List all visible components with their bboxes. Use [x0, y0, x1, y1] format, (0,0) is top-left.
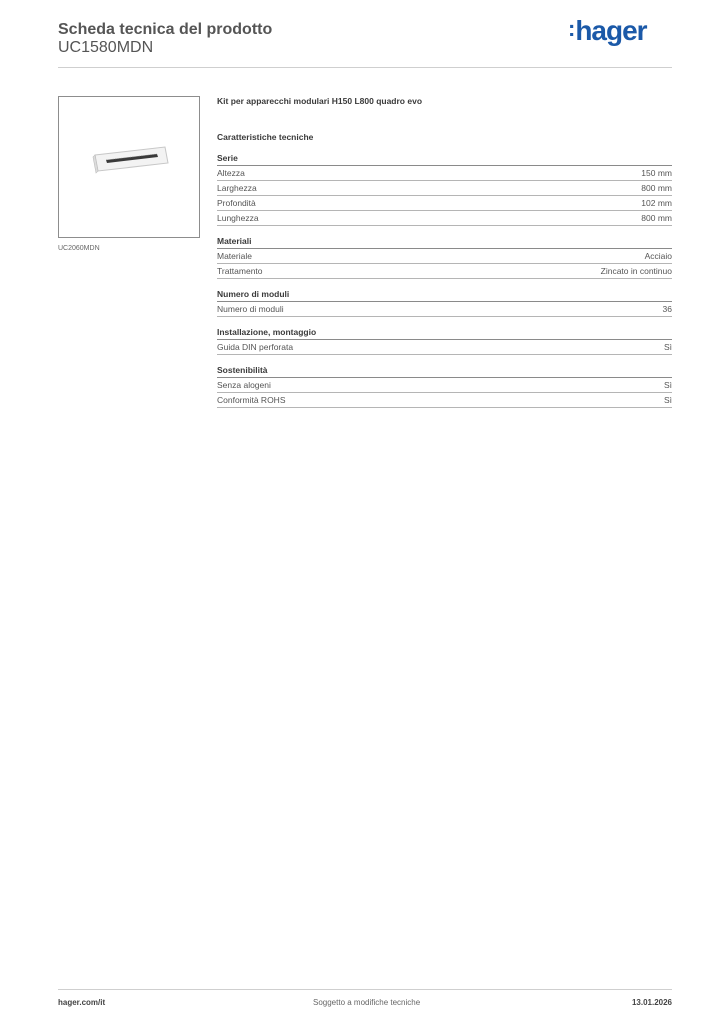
spec-group-title: Sostenibilità	[217, 365, 672, 378]
spec-group-title: Serie	[217, 153, 672, 166]
spec-label: Lunghezza	[217, 213, 259, 223]
page-title: Scheda tecnica del prodotto	[58, 21, 273, 38]
spec-row	[217, 249, 672, 264]
spec-label: Profondità	[217, 198, 256, 208]
product-title: Kit per apparecchi modulari H150 L800 quadro evo	[217, 96, 423, 106]
spec-value: Sì	[663, 395, 672, 405]
footer-divider	[58, 989, 672, 990]
section-heading: Caratteristiche tecniche	[217, 132, 314, 142]
spec-label: Numero di moduli	[217, 304, 284, 314]
hager-logo	[568, 15, 647, 47]
spec-label: Trattamento	[217, 266, 263, 276]
spec-group-title: Numero di moduli	[217, 289, 672, 302]
spec-row	[217, 211, 672, 226]
spec-groups	[217, 153, 672, 408]
spec-group	[217, 327, 672, 355]
spec-group	[217, 153, 672, 226]
spec-row	[217, 166, 672, 181]
footer-date: 13.01.2026	[631, 998, 672, 1007]
spec-label: Guida DIN perforata	[217, 342, 294, 352]
product-image-frame	[58, 96, 200, 238]
spec-row	[217, 340, 672, 355]
spec-value: Zincato in continuo	[600, 266, 672, 276]
spec-group-title: Materiali	[217, 236, 672, 249]
spec-row	[217, 264, 672, 279]
spec-value: 36	[662, 304, 672, 314]
spec-group	[217, 236, 672, 279]
spec-value: 102 mm	[641, 198, 672, 208]
product-code: UC1580MDN	[58, 39, 154, 56]
spec-content	[217, 96, 672, 418]
spec-group-title: Installazione, montaggio	[217, 327, 672, 340]
image-caption: UC2060MDN	[58, 245, 100, 252]
footer-note: Soggetto a modifiche tecniche	[313, 998, 421, 1007]
logo-text: hager	[575, 15, 647, 46]
product-image	[59, 97, 199, 237]
logo-colon-icon: :	[568, 16, 575, 41]
spec-row	[217, 181, 672, 196]
spec-value: 150 mm	[641, 168, 672, 178]
spec-label: Senza alogeni	[217, 380, 271, 390]
spec-row	[217, 393, 672, 408]
spec-value: Sì	[663, 342, 672, 352]
spec-value: Acciaio	[644, 251, 672, 261]
spec-label: Materiale	[217, 251, 252, 261]
spec-label: Altezza	[217, 168, 245, 178]
spec-value: Sì	[663, 380, 672, 390]
spec-group	[217, 289, 672, 317]
spec-label: Larghezza	[217, 183, 257, 193]
spec-row	[217, 378, 672, 393]
footer-website: hager.com/it	[58, 998, 106, 1007]
spec-label: Conformità ROHS	[217, 395, 286, 405]
spec-row	[217, 196, 672, 211]
spec-row	[217, 302, 672, 317]
header-divider	[58, 67, 672, 68]
spec-value: 800 mm	[641, 183, 672, 193]
spec-group	[217, 365, 672, 408]
spec-value: 800 mm	[641, 213, 672, 223]
